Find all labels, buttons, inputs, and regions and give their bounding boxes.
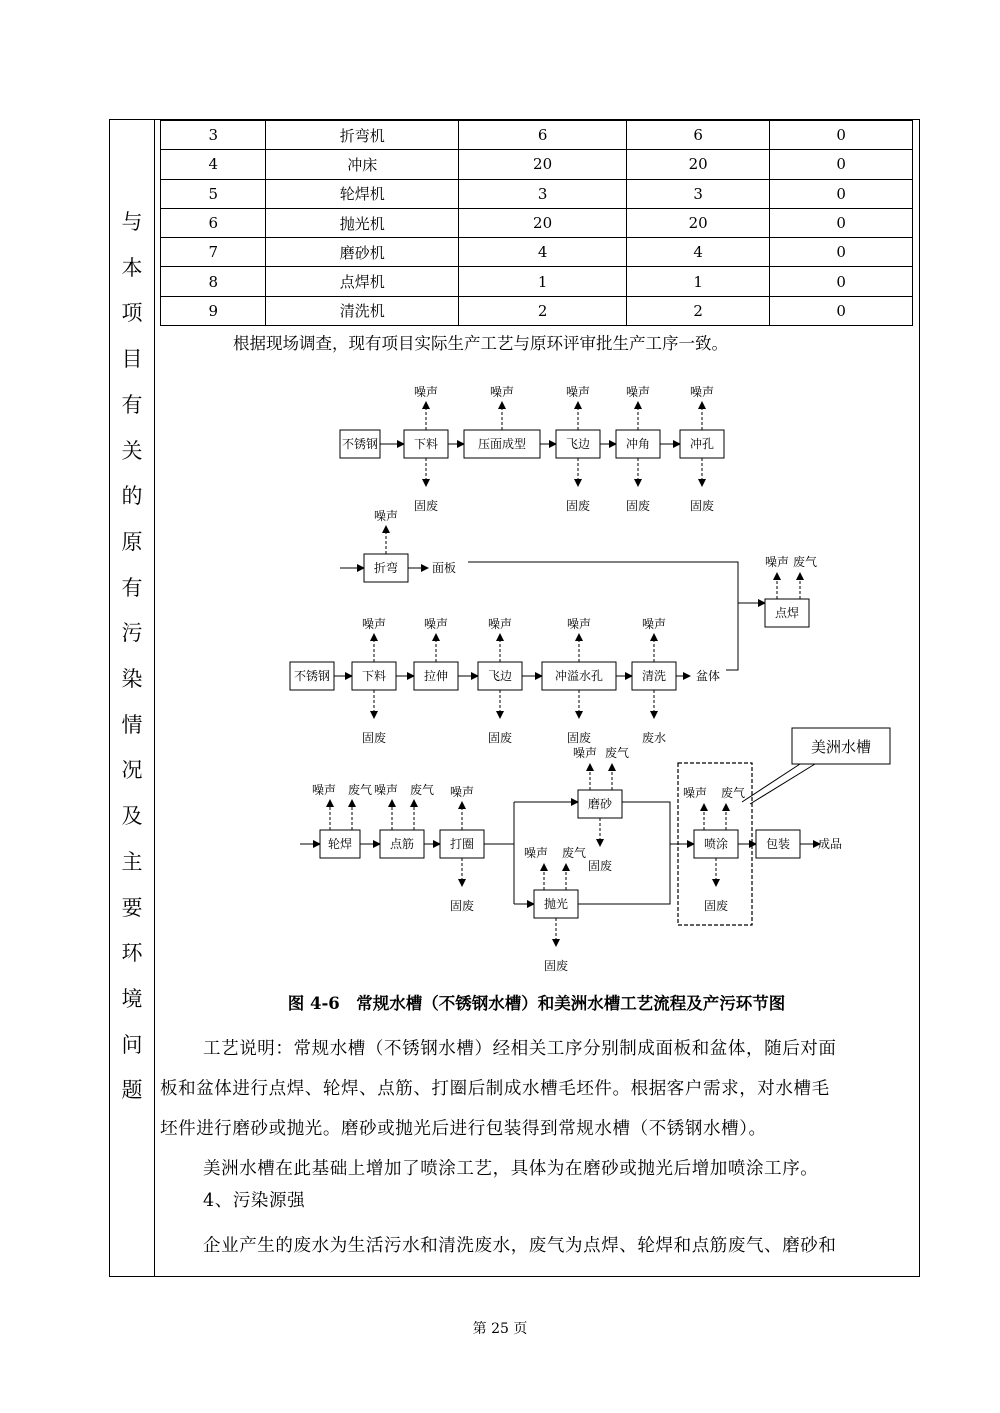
row1-step-label: 压面成型 (477, 437, 527, 451)
side-heading-char: 污 (121, 621, 143, 646)
table-row (161, 179, 913, 208)
table-cell: 0 (770, 296, 913, 325)
table-cell: 3 (161, 121, 266, 150)
noise-label: 噪声 (449, 785, 475, 799)
noise-label: 噪声 (413, 385, 439, 399)
column-divider (154, 119, 155, 1277)
pack-step-label: 包装 (765, 837, 791, 851)
spot-weld-step-label: 点焊 (774, 606, 800, 620)
table-cell: 3 (627, 179, 770, 208)
table-cell: 点焊机 (266, 267, 459, 296)
table-cell: 清洗机 (266, 296, 459, 325)
row3-step-label: 冲溢水孔 (554, 669, 604, 683)
table-cell: 9 (161, 296, 266, 325)
flow-line (726, 603, 738, 670)
row1-step-label: 冲角 (625, 437, 651, 451)
noise-label: 噪声 (487, 617, 513, 631)
noise-label: 噪声 (373, 509, 399, 523)
side-heading-char: 环 (121, 941, 143, 966)
flow-line (468, 562, 738, 603)
page-number: 第 25 页 (472, 1321, 528, 1337)
table-row (161, 267, 913, 296)
row4-step-label: 点筋 (389, 837, 415, 851)
side-heading-char: 情 (121, 712, 143, 737)
noise-label: 噪声 (625, 385, 651, 399)
solid-waste-label: 固废 (361, 731, 387, 745)
callout-pointer (750, 764, 815, 804)
table-cell: 4 (627, 238, 770, 267)
table-row (161, 121, 913, 150)
table-row (161, 208, 913, 237)
side-heading-char: 题 (121, 1078, 143, 1103)
row1-step-label: 飞边 (565, 437, 591, 451)
table-cell: 0 (770, 179, 913, 208)
polishing-step-label: 抛光 (543, 897, 569, 911)
row4-step-label: 打圈 (449, 837, 475, 851)
table-cell: 20 (627, 150, 770, 179)
table-row (161, 150, 913, 179)
side-heading-char: 及 (121, 804, 143, 829)
table-cell: 6 (161, 208, 266, 237)
solid-waste-label: 固废 (587, 859, 613, 873)
solid-waste-label: 固废 (565, 499, 591, 513)
noise-label: 噪声 (565, 385, 591, 399)
waste-gas-label: 废气 (409, 783, 435, 797)
waste-water-label: 废水 (641, 731, 667, 745)
noise-label: 噪声 (689, 385, 715, 399)
waste-gas-label: 废气 (561, 846, 587, 860)
table-cell: 0 (770, 121, 913, 150)
noise-label: 噪声 (361, 617, 387, 631)
side-heading-char: 本 (121, 255, 143, 280)
waste-gas-label: 废气 (720, 786, 746, 800)
side-heading-char: 问 (121, 1032, 143, 1057)
table-row (161, 296, 913, 325)
solid-waste-label: 固废 (703, 899, 729, 913)
basin-label: 盆体 (695, 669, 721, 683)
table-cell: 7 (161, 238, 266, 267)
para1-line-3: 坯件进行磨砂或抛光。磨砂或抛光后进行包装得到常规水槽（不锈钢水槽）。 (160, 1119, 767, 1139)
row3-step-label: 拉伸 (423, 669, 449, 683)
side-heading-char: 原 (121, 529, 143, 554)
row3-step-label: 下料 (361, 669, 387, 683)
callout-pointer (742, 764, 800, 802)
table-cell: 4 (161, 150, 266, 179)
table-cell: 冲床 (266, 150, 459, 179)
panel-label: 面板 (431, 561, 457, 575)
solid-waste-label: 固废 (413, 499, 439, 513)
noise-label: 噪声 (764, 555, 790, 569)
table-cell: 6 (627, 121, 770, 150)
waste-gas-label: 废气 (347, 783, 373, 797)
row1-input-label: 不锈钢 (341, 437, 379, 451)
side-heading-char: 有 (121, 392, 143, 417)
table-cell: 磨砂机 (266, 238, 459, 267)
table-cell: 5 (161, 179, 266, 208)
solid-waste-label: 固废 (487, 731, 513, 745)
side-heading-char: 主 (121, 849, 143, 874)
row1-step-label: 冲孔 (689, 437, 715, 451)
product-label: 成品 (817, 837, 843, 851)
noise-label: 噪声 (311, 783, 337, 797)
table-row (161, 238, 913, 267)
row4-step-label: 轮焊 (327, 837, 353, 851)
section-heading: 4、污染源强 (203, 1191, 306, 1211)
noise-label: 噪声 (682, 786, 708, 800)
side-heading-char: 有 (121, 575, 143, 600)
para1-line-1: 工艺说明：常规水槽（不锈钢水槽）经相关工序分别制成面板和盆体，随后对面 (203, 1039, 837, 1059)
table-cell: 2 (459, 296, 627, 325)
table-cell: 抛光机 (266, 208, 459, 237)
bend-step-label: 折弯 (373, 561, 399, 575)
side-heading (112, 200, 152, 1114)
noise-label: 噪声 (423, 617, 449, 631)
para3: 企业产生的废水为生活污水和清洗废水，废气为点焊、轮焊和点筋废气、磨砂和 (203, 1236, 837, 1256)
table-cell: 0 (770, 208, 913, 237)
side-heading-char: 境 (121, 986, 143, 1011)
side-heading-char: 要 (121, 895, 143, 920)
table-cell: 0 (770, 150, 913, 179)
side-heading-char: 关 (121, 438, 143, 463)
waste-gas-label: 废气 (792, 555, 818, 569)
solid-waste-label: 固废 (625, 499, 651, 513)
table-cell: 折弯机 (266, 121, 459, 150)
noise-label: 噪声 (572, 746, 598, 760)
table-cell: 0 (770, 267, 913, 296)
table-cell: 8 (161, 267, 266, 296)
side-heading-char: 染 (121, 667, 143, 692)
equipment-table (160, 120, 913, 326)
row3-input-label: 不锈钢 (293, 669, 331, 683)
side-heading-char: 的 (121, 484, 143, 509)
sanding-step-label: 磨砂 (587, 797, 613, 811)
table-cell: 2 (627, 296, 770, 325)
side-heading-char: 项 (121, 301, 143, 326)
solid-waste-label: 固废 (449, 899, 475, 913)
table-cell: 3 (459, 179, 627, 208)
callout-label: 美洲水槽 (810, 738, 872, 756)
noise-label: 噪声 (373, 783, 399, 797)
table-cell: 20 (459, 208, 627, 237)
table-cell: 1 (459, 267, 627, 296)
intro-text: 根据现场调查，现有项目实际生产工艺与原环评审批生产工序一致。 (233, 334, 728, 353)
noise-label: 噪声 (566, 617, 592, 631)
solid-waste-label: 固废 (566, 731, 592, 745)
para2: 美洲水槽在此基础上增加了喷涂工艺，具体为在磨砂或抛光后增加喷涂工序。 (203, 1159, 819, 1179)
side-heading-char: 目 (121, 347, 143, 372)
table-cell: 0 (770, 238, 913, 267)
table-cell: 轮焊机 (266, 179, 459, 208)
row3-step-label: 清洗 (641, 669, 667, 683)
noise-label: 噪声 (523, 846, 549, 860)
noise-label: 噪声 (641, 617, 667, 631)
side-heading-char: 与 (121, 210, 143, 234)
para1-line-2: 板和盆体进行点焊、轮焊、点筋、打圈后制成水槽毛坯件。根据客户需求，对水槽毛 (160, 1079, 830, 1099)
table-cell: 4 (459, 238, 627, 267)
row3-step-label: 飞边 (487, 669, 513, 683)
table-cell: 6 (459, 121, 627, 150)
solid-waste-label: 固废 (543, 959, 569, 973)
waste-gas-label: 废气 (604, 746, 630, 760)
figure-caption: 图 4-6 常规水槽（不锈钢水槽）和美洲水槽工艺流程及产污环节图 (287, 994, 786, 1013)
side-heading-char: 况 (121, 758, 143, 783)
process-flow-diagram (160, 370, 913, 985)
solid-waste-label: 固废 (689, 499, 715, 513)
row1-step-label: 下料 (413, 437, 439, 451)
table-cell: 20 (459, 150, 627, 179)
noise-label: 噪声 (489, 385, 515, 399)
table-cell: 1 (627, 267, 770, 296)
spray-step-label: 喷涂 (703, 837, 729, 851)
table-cell: 20 (627, 208, 770, 237)
